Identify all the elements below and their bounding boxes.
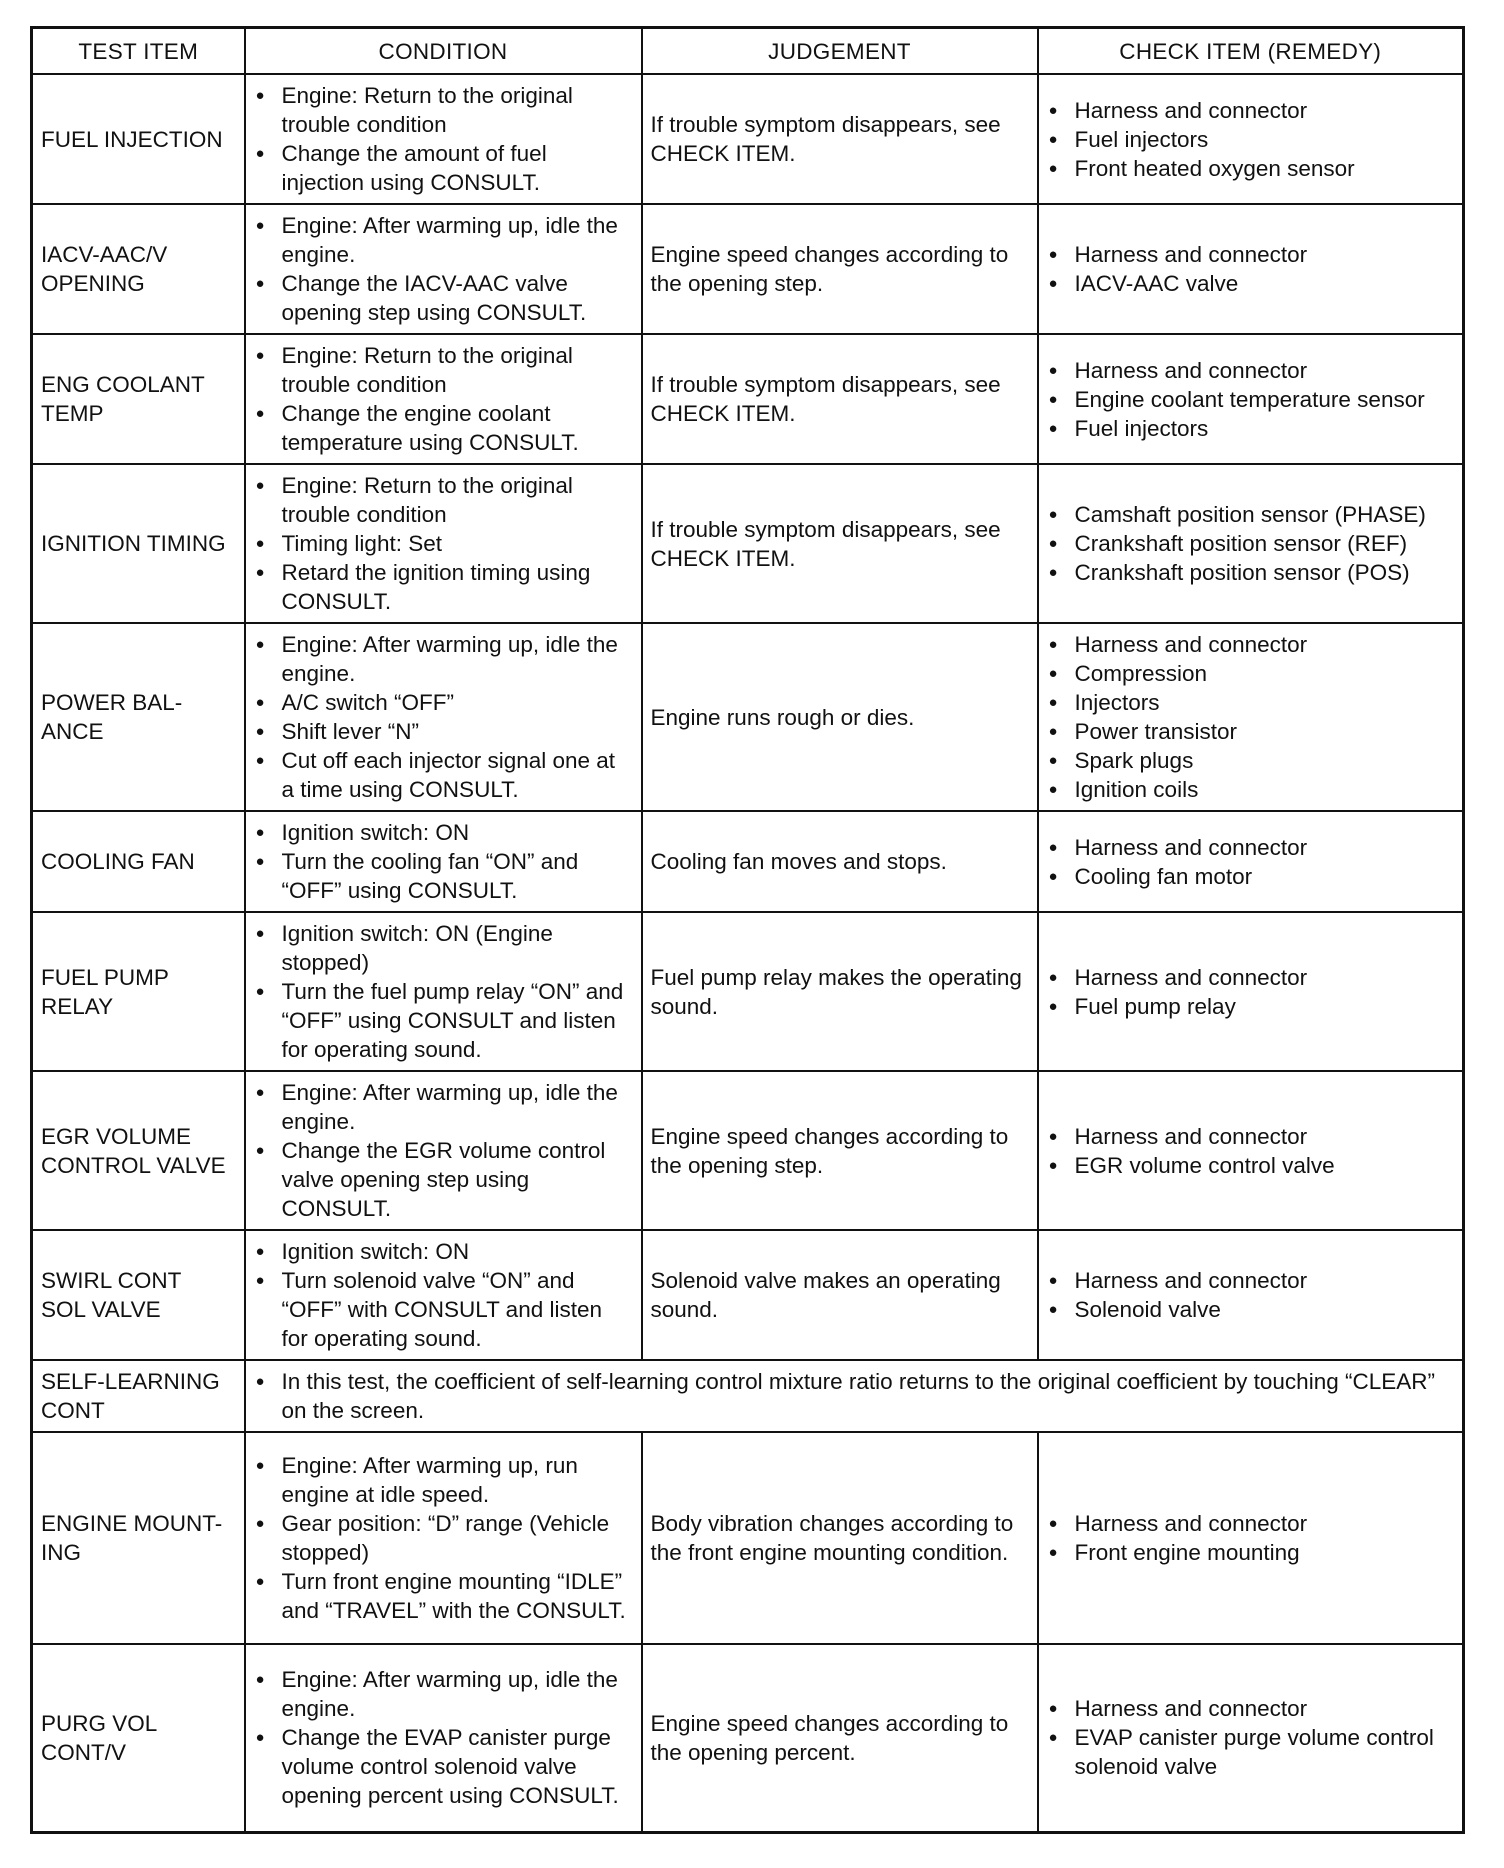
- condition-item: ● Engine: After warming up, idle the engine.: [254, 1078, 633, 1136]
- judgement-text: Engine speed changes according to the opening percent.: [650, 1710, 1009, 1765]
- check-item: ● Camshaft position sensor (PHASE): [1047, 500, 1455, 529]
- condition-item: ● Engine: After warming up, idle the engine.: [254, 211, 633, 269]
- condition-cell: [245, 74, 642, 204]
- table-row: [32, 334, 1464, 464]
- check-item-cell: [1038, 1071, 1464, 1230]
- test-item-label: POWER BAL-: [41, 690, 183, 715]
- check-item: ● Fuel pump relay: [1047, 992, 1455, 1021]
- test-item-cell: [32, 1360, 245, 1432]
- condition-cell: [245, 334, 642, 464]
- condition-cell: [245, 204, 642, 334]
- test-item-label: SOL VALVE: [41, 1297, 161, 1322]
- condition-cell: [245, 623, 642, 811]
- table-row: [32, 912, 1464, 1071]
- check-item: ● Fuel injectors: [1047, 125, 1455, 154]
- condition-item: ● Ignition switch: ON (Engine stopped): [254, 919, 633, 977]
- check-item: ● Crankshaft position sensor (REF): [1047, 529, 1455, 558]
- condition-item: ● Turn the fuel pump relay “ON” and “OFF” using CONSULT and listen for operating sound.: [254, 977, 633, 1064]
- check-item: ● Harness and connector: [1047, 96, 1455, 125]
- judgement-text: Fuel pump relay makes the operating sound.: [650, 964, 1022, 1019]
- active-test-table-page: [30, 26, 1462, 1834]
- judgement-cell: [642, 464, 1038, 623]
- condition-item: ● Turn front engine mounting “IDLE” and “TRAVEL” with the CONSULT.: [254, 1567, 633, 1625]
- header-judgement: JUDGEMENT: [642, 28, 1038, 75]
- check-item: ● Harness and connector: [1047, 1509, 1455, 1538]
- test-item-cell: [32, 334, 245, 464]
- check-item: ● EVAP canister purge volume control solenoid valve: [1047, 1723, 1455, 1781]
- test-item-cell: [32, 1071, 245, 1230]
- condition-item: ● Ignition switch: ON: [254, 1237, 633, 1266]
- judgement-text: If trouble symptom disappears, see CHECK ITEM.: [650, 516, 1001, 571]
- check-item-cell: [1038, 912, 1464, 1071]
- condition-cell: [245, 1432, 642, 1644]
- condition-item: ● Engine: After warming up, run engine at idle speed.: [254, 1451, 633, 1509]
- test-item-cell: [32, 464, 245, 623]
- condition-item: ● Engine: Return to the original trouble condition: [254, 341, 633, 399]
- judgement-cell: [642, 334, 1038, 464]
- condition-item: ● Ignition switch: ON: [254, 818, 633, 847]
- check-item: ● Compression: [1047, 659, 1455, 688]
- table-row: [32, 464, 1464, 623]
- judgement-cell: [642, 1071, 1038, 1230]
- table-row: [32, 1071, 1464, 1230]
- test-item-label: ANCE: [41, 719, 104, 744]
- check-item: ● Crankshaft position sensor (POS): [1047, 558, 1455, 587]
- condition-item: ● Change the engine coolant temperature using CONSULT.: [254, 399, 633, 457]
- table-row: [32, 1230, 1464, 1360]
- check-item: ● Harness and connector: [1047, 1266, 1455, 1295]
- check-item: ● Spark plugs: [1047, 746, 1455, 775]
- span-note-text: ● In this test, the coefficient of self-learning control mixture ratio returns to the original coefficient by touching “CLEAR” on the screen.: [254, 1367, 1455, 1425]
- check-item: ● Injectors: [1047, 688, 1455, 717]
- judgement-text: Solenoid valve makes an operating sound.: [650, 1268, 1001, 1322]
- test-item-label: EGR VOLUME: [41, 1123, 192, 1149]
- judgement-cell: [642, 623, 1038, 811]
- check-item-cell: [1038, 464, 1464, 623]
- judgement-cell: [642, 912, 1038, 1071]
- check-item: ● Solenoid valve: [1047, 1295, 1455, 1324]
- check-item: ● Front engine mounting: [1047, 1538, 1455, 1567]
- condition-item: ● Shift lever “N”: [254, 717, 633, 746]
- check-item: ● Ignition coils: [1047, 775, 1455, 804]
- condition-item: ● Retard the ignition timing using CONSULT.: [254, 558, 633, 616]
- active-test-table: [30, 26, 1465, 1834]
- judgement-cell: [642, 1230, 1038, 1360]
- test-item-label: RELAY: [41, 993, 114, 1019]
- check-item: ● Harness and connector: [1047, 1694, 1455, 1723]
- test-item-label: CONT: [41, 1398, 105, 1423]
- check-item-cell: [1038, 811, 1464, 912]
- test-item-cell: [32, 1230, 245, 1360]
- check-item: ● Cooling fan motor: [1047, 862, 1455, 891]
- judgement-cell: [642, 1644, 1038, 1832]
- condition-item: ● Change the IACV-AAC valve opening step using CONSULT.: [254, 269, 633, 327]
- header-condition: CONDITION: [245, 28, 642, 75]
- test-item-label: SELF-LEARNING: [41, 1369, 220, 1394]
- test-item-label: COOLING FAN: [41, 849, 195, 874]
- table-row: [32, 204, 1464, 334]
- header-row: [32, 28, 1464, 75]
- check-item-cell: [1038, 334, 1464, 464]
- header-check-item: CHECK ITEM (REMEDY): [1038, 28, 1464, 75]
- check-item: ● Harness and connector: [1047, 630, 1455, 659]
- table-row: [32, 1644, 1464, 1832]
- check-item: ● Harness and connector: [1047, 240, 1455, 269]
- condition-item: ● Turn the cooling fan “ON” and “OFF” using CONSULT.: [254, 847, 633, 905]
- test-item-label: OPENING: [41, 271, 145, 296]
- test-item-cell: [32, 74, 245, 204]
- check-item: ● IACV-AAC valve: [1047, 269, 1455, 298]
- test-item-label: ENGINE MOUNT-: [41, 1511, 223, 1536]
- judgement-text: Cooling fan moves and stops.: [650, 849, 947, 874]
- check-item-cell: [1038, 1432, 1464, 1644]
- condition-item: ● Engine: After warming up, idle the engine.: [254, 1665, 633, 1723]
- judgement-text: Engine runs rough or dies.: [650, 704, 915, 730]
- judgement-cell: [642, 1432, 1038, 1644]
- condition-item: ● Change the EGR volume control valve opening step using CONSULT.: [254, 1136, 633, 1223]
- test-item-label: IACV-AAC/V: [41, 242, 168, 267]
- condition-item: ● Change the amount of fuel injection using CONSULT.: [254, 139, 633, 197]
- table-body: [32, 74, 1464, 1832]
- judgement-text: Body vibration changes according to the front engine mounting condition.: [650, 1511, 1014, 1565]
- check-item: ● Harness and connector: [1047, 356, 1455, 385]
- condition-item: ● Cut off each injector signal one at a time using CONSULT.: [254, 746, 633, 804]
- judgement-cell: [642, 74, 1038, 204]
- condition-cell: [245, 1644, 642, 1832]
- test-item-cell: [32, 204, 245, 334]
- table-row: [32, 811, 1464, 912]
- check-item: ● Power transistor: [1047, 717, 1455, 746]
- condition-cell: [245, 1071, 642, 1230]
- test-item-label: CONT/V: [41, 1739, 127, 1765]
- test-item-cell: [32, 912, 245, 1071]
- table-row: [32, 1360, 1464, 1432]
- check-item: ● Harness and connector: [1047, 833, 1455, 862]
- check-item: ● Front heated oxygen sensor: [1047, 154, 1455, 183]
- test-item-cell: [32, 1432, 245, 1644]
- judgement-cell: [642, 811, 1038, 912]
- condition-item: ● Engine: Return to the original trouble condition: [254, 471, 633, 529]
- test-item-label: ING: [41, 1540, 82, 1565]
- test-item-label: FUEL INJECTION: [41, 126, 223, 152]
- check-item: ● Harness and connector: [1047, 963, 1455, 992]
- judgement-text: Engine speed changes according to the opening step.: [650, 1123, 1009, 1178]
- condition-item: ● Gear position: “D” range (Vehicle stopped): [254, 1509, 633, 1567]
- condition-cell: [245, 912, 642, 1071]
- condition-item: ● Engine: Return to the original trouble condition: [254, 81, 633, 139]
- test-item-label: ENG COOLANT: [41, 372, 205, 397]
- check-item: ● Harness and connector: [1047, 1122, 1455, 1151]
- table-row: [32, 1432, 1464, 1644]
- check-item-cell: [1038, 1644, 1464, 1832]
- test-item-label: TEMP: [41, 401, 104, 426]
- condition-cell: [245, 1230, 642, 1360]
- condition-item: ● Change the EVAP canister purge volume control solenoid valve opening percent using CONSULT.: [254, 1723, 633, 1810]
- test-item-label: IGNITION TIMING: [41, 531, 226, 556]
- test-item-label: SWIRL CONT: [41, 1268, 182, 1293]
- test-item-cell: [32, 623, 245, 811]
- table-row: [32, 623, 1464, 811]
- condition-item: ● A/C switch “OFF”: [254, 688, 633, 717]
- condition-item: ● Turn solenoid valve “ON” and “OFF” with CONSULT and listen for operating sound.: [254, 1266, 633, 1353]
- header-test-item: TEST ITEM: [32, 28, 245, 75]
- table-row: [32, 74, 1464, 204]
- condition-cell: [245, 464, 642, 623]
- test-item-cell: [32, 1644, 245, 1832]
- test-item-label: FUEL PUMP: [41, 964, 169, 990]
- condition-cell: [245, 811, 642, 912]
- check-item-cell: [1038, 1230, 1464, 1360]
- test-item-cell: [32, 811, 245, 912]
- check-item-cell: [1038, 74, 1464, 204]
- check-item-cell: [1038, 204, 1464, 334]
- span-note-cell: [245, 1360, 1464, 1432]
- judgement-text: If trouble symptom disappears, see CHECK ITEM.: [650, 112, 1001, 166]
- condition-item: ● Timing light: Set: [254, 529, 633, 558]
- judgement-text: Engine speed changes according to the opening step.: [650, 242, 1009, 296]
- test-item-label: PURG VOL: [41, 1710, 158, 1736]
- check-item: ● EGR volume control valve: [1047, 1151, 1455, 1180]
- judgement-text: If trouble symptom disappears, see CHECK ITEM.: [650, 372, 1001, 426]
- judgement-cell: [642, 204, 1038, 334]
- check-item: ● Fuel injectors: [1047, 414, 1455, 443]
- check-item-cell: [1038, 623, 1464, 811]
- test-item-label: CONTROL VALVE: [41, 1152, 226, 1178]
- condition-item: ● Engine: After warming up, idle the engine.: [254, 630, 633, 688]
- check-item: ● Engine coolant temperature sensor: [1047, 385, 1455, 414]
